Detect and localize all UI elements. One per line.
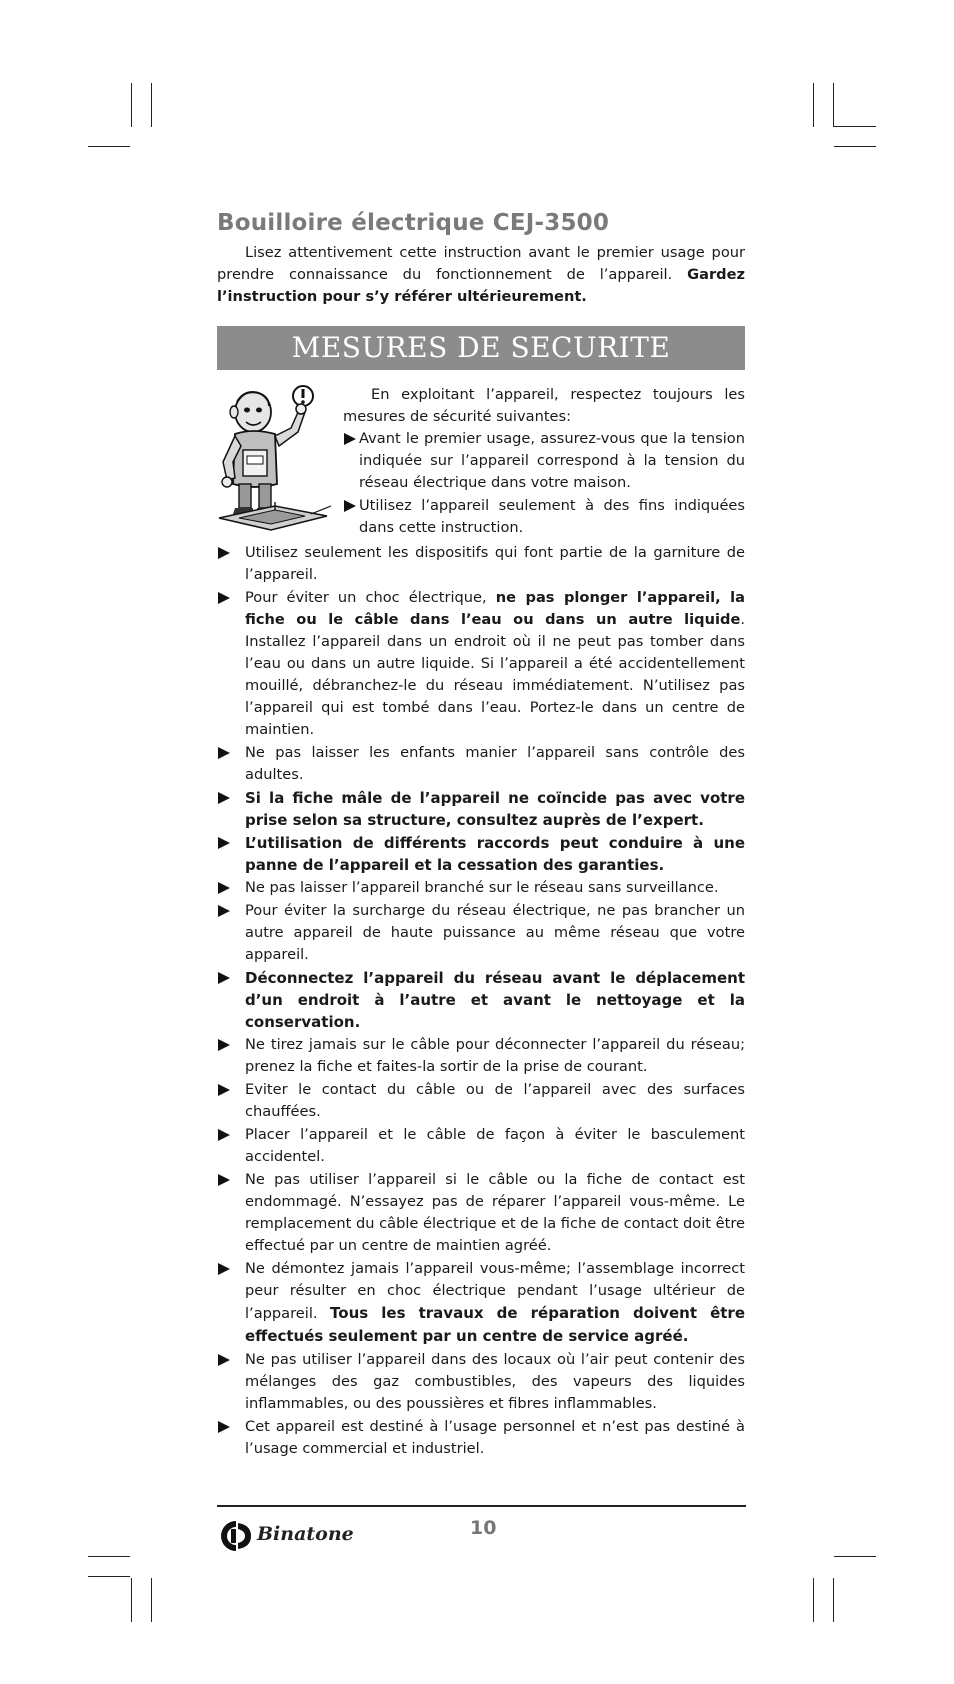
crop-mark — [833, 83, 834, 127]
list-item-text: Avant le premier usage, assurez-vous que la tension indiquée sur l’appareil correspond à la tension du réseau électrique dans votre maison. — [359, 430, 745, 491]
crop-mark — [88, 146, 130, 147]
list-item-bold: Tous les travaux de réparation doivent être effectués seulement par un centre de service agréé. — [245, 1304, 745, 1345]
bullet-arrow-icon — [218, 1129, 230, 1141]
page-title: Bouilloire électrique CEJ-3500 — [217, 210, 610, 236]
list-item-text: Ne pas utiliser l’appareil si le câble ou la fiche de contact est endommagé. N’essayez pas de réparer l’appareil vous-même. Le remplacement du câble électrique et de la fiche de contact doit être effectué par un centre de maintien agréé. — [245, 1171, 745, 1254]
crop-mark — [131, 1578, 132, 1622]
list-item-text: Ne démontez jamais l’appareil vous-même; l’assemblage incorrect peur résulter en choc électrique pendant l’usage ultérieur de l’appareil. — [245, 1260, 745, 1322]
list-item — [217, 587, 745, 741]
logo-text: Binatone — [257, 1523, 354, 1545]
crop-mark — [88, 1556, 130, 1557]
intro-text: Lisez attentivement cette instruction avant le premier usage pour prendre connaissance du fonctionnement de l’appareil. — [217, 244, 745, 283]
bullet-arrow-icon — [344, 500, 356, 512]
list-item — [343, 495, 745, 539]
list-item — [217, 1258, 745, 1348]
intro-paragraph — [217, 242, 745, 308]
section-banner: MESURES DE SECURITE — [217, 326, 745, 370]
warning-man-illustration — [215, 384, 333, 534]
bullet-arrow-icon — [218, 1421, 230, 1433]
intro-bold: Gardez l’instruction pour s’y référer ultérieurement. — [217, 266, 745, 305]
footer-divider — [217, 1505, 746, 1507]
bullet-arrow-icon — [218, 747, 230, 759]
top-text — [343, 384, 745, 540]
list-item-text: Ne pas laisser les enfants manier l’appareil sans contrôle des adultes. — [245, 744, 745, 783]
page-content — [217, 210, 745, 1461]
list-item — [217, 742, 745, 786]
bullet-arrow-icon — [218, 1263, 230, 1275]
list-item-text: Utilisez seulement les dispositifs qui font partie de la garniture de l’appareil. — [245, 544, 745, 583]
bullet-arrow-icon — [218, 905, 230, 917]
list-item — [217, 832, 745, 876]
bullet-arrow-icon — [218, 792, 230, 804]
list-item — [217, 967, 745, 1033]
list-item-text: Placer l’appareil et le câble de façon à éviter le basculement accidentel. — [245, 1126, 745, 1165]
list-item-text: Utilisez l’appareil seulement à des fins indiquées dans cette instruction. — [359, 497, 745, 536]
bullet-arrow-icon — [218, 592, 230, 604]
page-number: 10 — [470, 1517, 497, 1539]
top-bullet-list — [343, 428, 745, 539]
list-item — [217, 1034, 745, 1078]
list-item-text: Eviter le contact du câble ou de l’appareil avec des surfaces chauffées. — [245, 1081, 745, 1120]
crop-mark — [131, 83, 132, 127]
top-block — [217, 384, 745, 542]
list-item — [217, 1124, 745, 1168]
bullet-arrow-icon — [218, 972, 230, 984]
list-item-text: L’utilisation de différents raccords peut conduire à une panne de l’appareil et la cessation des garanties. — [245, 834, 745, 874]
bullet-arrow-icon — [218, 882, 230, 894]
bullet-arrow-icon — [218, 1084, 230, 1096]
list-item-text: Cet appareil est destiné à l’usage personnel et n’est pas destiné à l’usage commercial et industriel. — [245, 1418, 745, 1457]
list-item — [217, 1416, 745, 1460]
bullet-arrow-icon — [218, 837, 230, 849]
list-item — [343, 428, 745, 494]
binatone-logo-icon — [217, 1517, 255, 1555]
list-item-text: Déconnectez l’appareil du réseau avant le déplacement d’un endroit à l’autre et avant le nettoyage et la conservation. — [245, 969, 745, 1031]
bullet-arrow-icon — [218, 1174, 230, 1186]
list-item — [217, 1079, 745, 1123]
bullet-arrow-icon — [218, 1039, 230, 1051]
crop-mark — [813, 83, 814, 127]
list-item — [217, 900, 745, 966]
bullet-arrow-icon — [218, 547, 230, 559]
list-item — [217, 542, 745, 586]
list-item — [217, 1349, 745, 1415]
bullet-arrow-icon — [344, 433, 356, 445]
brand-logo — [217, 1515, 367, 1555]
list-item-text: Si la fiche mâle de l’appareil ne coïncide pas avec votre prise selon sa structure, consultez auprès de l’expert. — [245, 789, 745, 829]
crop-mark — [834, 1556, 876, 1557]
crop-mark — [88, 1576, 130, 1577]
crop-mark — [151, 83, 152, 127]
safety-list — [217, 542, 745, 1460]
list-item-text: . Installez l’appareil dans un endroit où il ne peut pas tomber dans l’eau ou dans un autre liquide. Si l’appareil a été accidentellement mouillé, débranchez-le du réseau immédiatement. N’utilisez pas l’appareil qui est tombé dans l’eau. Portez-le dans un centre de maintien. — [245, 611, 745, 738]
list-item — [217, 787, 745, 831]
crop-mark — [833, 1578, 834, 1622]
list-item-bold: ne pas plonger l’appareil, la fiche ou le câble dans l’eau ou dans un autre liquide — [245, 589, 745, 628]
crop-mark — [834, 126, 876, 127]
lead-text: En exploitant l’appareil, respectez toujours les mesures de sécurité suivantes: — [343, 386, 745, 425]
list-item-text: Ne tirez jamais sur le câble pour déconnecter l’appareil du réseau; prenez la fiche et faites-la sortir de la prise de courant. — [245, 1036, 745, 1075]
list-item-text: Pour éviter la surcharge du réseau électrique, ne pas brancher un autre appareil de haute puissance au même réseau que votre appareil. — [245, 902, 745, 963]
crop-mark — [813, 1578, 814, 1622]
list-item-text: Ne pas laisser l’appareil branché sur le réseau sans surveillance. — [245, 879, 719, 896]
bullet-arrow-icon — [218, 1354, 230, 1366]
list-item — [217, 1169, 745, 1257]
list-item — [217, 877, 745, 899]
crop-mark — [151, 1578, 152, 1622]
list-item-text: Ne pas utiliser l’appareil dans des locaux où l’air peut contenir des mélanges des gaz combustibles, des vapeurs des liquides inflammables, ou des poussières et fibres inflammables. — [245, 1351, 745, 1412]
crop-mark — [834, 146, 876, 147]
list-item-text: Pour éviter un choc électrique, — [245, 589, 496, 606]
